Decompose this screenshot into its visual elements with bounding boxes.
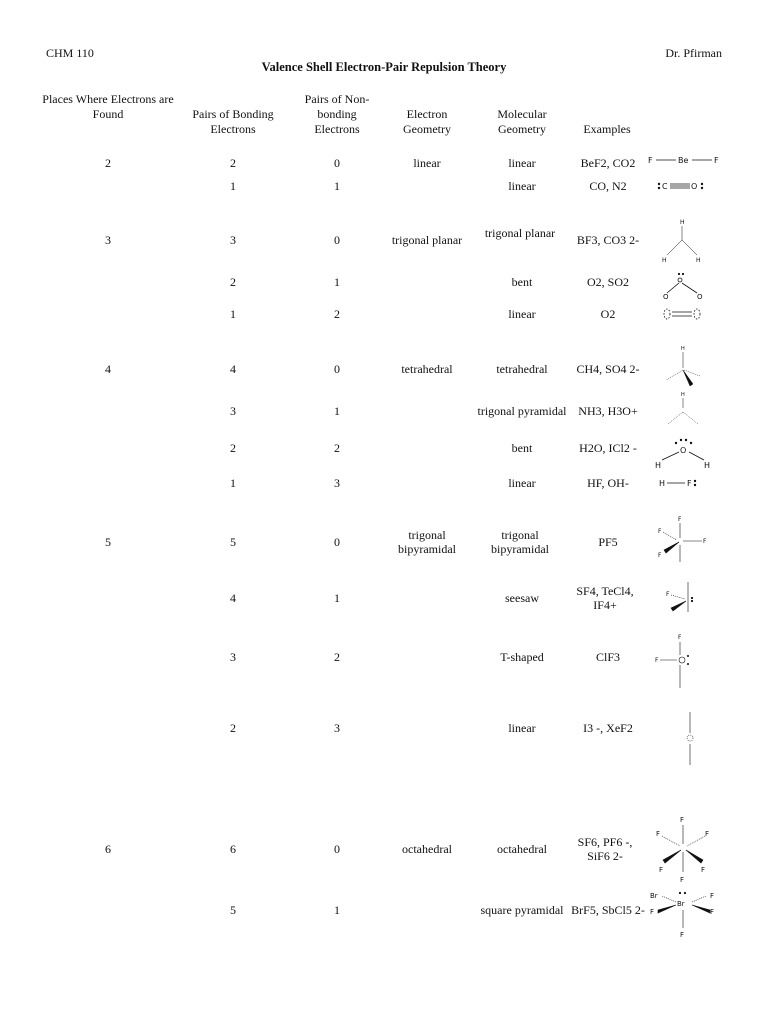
trigonal-bipyramidal-icon bbox=[658, 516, 707, 562]
svg-text:Br: Br bbox=[677, 900, 685, 908]
svg-text:H: H bbox=[662, 257, 667, 264]
svg-text:H: H bbox=[704, 461, 711, 470]
svg-text:F: F bbox=[648, 156, 653, 165]
cell-electron-geometry: trigonal bipyramidal bbox=[398, 528, 456, 556]
cell-nonbonding: 3 bbox=[334, 721, 340, 735]
col-header-molecular-geometry: Molecular Geometry bbox=[497, 107, 547, 136]
cell-places: 2 bbox=[105, 156, 111, 170]
cell-bonding: 2 bbox=[230, 156, 236, 170]
cell-examples: O2, SO2 bbox=[586, 275, 629, 289]
instructor-name: Dr. Pfirman bbox=[665, 46, 722, 60]
svg-text:F: F bbox=[703, 538, 707, 545]
cell-bonding: 3 bbox=[230, 233, 236, 247]
cell-molecular-geometry: trigonal bipyramidal bbox=[491, 528, 549, 556]
svg-text:F: F bbox=[650, 908, 655, 916]
col-header-places: Places Where Electrons are Found bbox=[42, 92, 174, 121]
so2-bent-icon bbox=[663, 273, 703, 301]
cell-examples: CH4, SO4 2- bbox=[576, 362, 640, 376]
page-title: Valence Shell Electron-Pair Repulsion Theory bbox=[261, 60, 507, 74]
svg-text:F: F bbox=[687, 479, 692, 488]
cell-examples: SF6, PF6 -, SiF6 2- bbox=[577, 835, 633, 863]
cell-molecular-geometry: trigonal planar bbox=[484, 226, 556, 240]
cell-nonbonding: 0 bbox=[334, 842, 340, 856]
cell-examples: HF, OH- bbox=[587, 476, 629, 490]
svg-text:H: H bbox=[681, 392, 685, 398]
svg-text:F: F bbox=[666, 591, 670, 598]
cell-molecular-geometry: square pyramidal bbox=[480, 903, 564, 917]
cell-nonbonding: 3 bbox=[334, 476, 340, 490]
cell-electron-geometry: tetrahedral bbox=[401, 362, 453, 376]
col-header-nonbonding: Pairs of Non-bonding Electrons bbox=[304, 92, 370, 136]
svg-text:C: C bbox=[662, 182, 668, 191]
svg-text:Br: Br bbox=[650, 892, 658, 900]
svg-text:F: F bbox=[680, 816, 685, 824]
cell-nonbonding: 1 bbox=[334, 404, 340, 418]
cell-bonding: 4 bbox=[230, 591, 236, 605]
svg-text:F: F bbox=[710, 892, 715, 900]
cell-molecular-geometry: T-shaped bbox=[500, 650, 544, 664]
cell-molecular-geometry: linear bbox=[508, 156, 536, 170]
col-header-bonding: Pairs of Bonding Electrons bbox=[192, 107, 274, 136]
cell-bonding: 6 bbox=[230, 842, 236, 856]
cell-bonding: 1 bbox=[230, 179, 236, 193]
cell-examples: O2 bbox=[600, 307, 616, 321]
cell-bonding: 1 bbox=[230, 307, 236, 321]
cell-electron-geometry: octahedral bbox=[402, 842, 452, 856]
cell-nonbonding: 1 bbox=[334, 275, 340, 289]
svg-text:O: O bbox=[663, 293, 669, 301]
t-shaped-icon bbox=[655, 634, 689, 688]
col-header-examples: Examples bbox=[583, 122, 631, 136]
cell-molecular-geometry: linear bbox=[508, 307, 536, 321]
cell-examples: ClF3 bbox=[595, 650, 620, 664]
cell-molecular-geometry: tetrahedral bbox=[496, 362, 548, 376]
cell-bonding: 5 bbox=[230, 903, 236, 917]
svg-text:F: F bbox=[701, 866, 706, 874]
cell-bonding: 2 bbox=[230, 275, 236, 289]
o2-linear-icon bbox=[664, 309, 700, 319]
water-bent-icon bbox=[655, 439, 710, 470]
svg-text:O: O bbox=[691, 182, 698, 191]
cell-places: 6 bbox=[105, 842, 111, 856]
cell-molecular-geometry: seesaw bbox=[505, 591, 539, 605]
course-code: CHM 110 bbox=[46, 46, 94, 60]
svg-text:F: F bbox=[678, 516, 682, 523]
col-header-electron-geometry: Electron Geometry bbox=[403, 107, 451, 136]
cell-examples: NH3, H3O+ bbox=[578, 404, 638, 418]
cell-bonding: 2 bbox=[230, 721, 236, 735]
svg-text:F: F bbox=[705, 830, 710, 838]
svg-text:F: F bbox=[658, 552, 662, 559]
cell-places: 3 bbox=[105, 233, 111, 247]
cell-bonding: 3 bbox=[230, 404, 236, 418]
svg-text:F: F bbox=[710, 908, 715, 916]
cell-examples: BF3, CO3 2- bbox=[576, 233, 640, 247]
cell-examples: I3 -, XeF2 bbox=[583, 721, 633, 735]
cell-molecular-geometry: linear bbox=[508, 179, 536, 193]
cell-examples: H2O, ICl2 - bbox=[579, 441, 637, 455]
cell-nonbonding: 1 bbox=[334, 903, 340, 917]
cell-nonbonding: 0 bbox=[334, 362, 340, 376]
svg-text:F: F bbox=[714, 156, 719, 165]
cell-examples: CO, N2 bbox=[589, 179, 627, 193]
hf-linear-icon bbox=[659, 479, 696, 488]
cell-examples: BeF2, CO2 bbox=[580, 156, 636, 170]
cell-molecular-geometry: bent bbox=[511, 275, 533, 289]
cell-nonbonding: 0 bbox=[334, 535, 340, 549]
square-pyramidal-icon bbox=[650, 892, 714, 939]
cell-molecular-geometry: linear bbox=[508, 721, 536, 735]
cell-molecular-geometry: linear bbox=[508, 476, 536, 490]
svg-text:O: O bbox=[680, 446, 687, 455]
cell-examples: BrF5, SbCl5 2- bbox=[571, 903, 645, 917]
cell-molecular-geometry: bent bbox=[511, 441, 533, 455]
octahedral-icon bbox=[656, 816, 709, 884]
svg-text:O: O bbox=[697, 293, 703, 301]
svg-text:F: F bbox=[655, 657, 659, 664]
svg-text:H: H bbox=[655, 461, 662, 470]
cell-bonding: 3 bbox=[230, 650, 236, 664]
svg-text:F: F bbox=[680, 876, 685, 884]
svg-text:H: H bbox=[681, 346, 685, 352]
cell-electron-geometry: linear bbox=[413, 156, 441, 170]
svg-text:F: F bbox=[678, 634, 682, 641]
svg-text:F: F bbox=[658, 528, 662, 535]
cell-nonbonding: 0 bbox=[334, 156, 340, 170]
cell-nonbonding: 1 bbox=[334, 591, 340, 605]
trigonal-planar-icon bbox=[662, 219, 701, 264]
cell-examples: SF4, TeCl4, IF4+ bbox=[576, 584, 634, 612]
svg-text:H: H bbox=[659, 479, 666, 488]
svg-text:F: F bbox=[680, 931, 685, 939]
cell-nonbonding: 2 bbox=[334, 307, 340, 321]
cell-nonbonding: 0 bbox=[334, 233, 340, 247]
cell-nonbonding: 1 bbox=[334, 179, 340, 193]
cell-places: 4 bbox=[105, 362, 111, 376]
cell-bonding: 5 bbox=[230, 535, 236, 549]
bef2-linear-icon bbox=[648, 156, 719, 165]
cell-examples: PF5 bbox=[598, 535, 618, 549]
cell-nonbonding: 2 bbox=[334, 441, 340, 455]
xef2-linear-icon bbox=[687, 712, 693, 765]
cell-places: 5 bbox=[105, 535, 111, 549]
svg-text:H: H bbox=[680, 219, 685, 226]
cell-bonding: 2 bbox=[230, 441, 236, 455]
cell-bonding: 4 bbox=[230, 362, 236, 376]
svg-text:F: F bbox=[659, 866, 664, 874]
cell-nonbonding: 2 bbox=[334, 650, 340, 664]
svg-text:H: H bbox=[696, 257, 701, 264]
cell-molecular-geometry: octahedral bbox=[497, 842, 547, 856]
trigonal-pyramidal-icon bbox=[668, 392, 698, 424]
cell-molecular-geometry: trigonal pyramidal bbox=[477, 404, 567, 418]
cell-electron-geometry: trigonal planar bbox=[391, 233, 463, 247]
cell-bonding: 1 bbox=[230, 476, 236, 490]
svg-text:F: F bbox=[656, 830, 661, 838]
co-triple-bond-icon bbox=[658, 182, 703, 191]
seesaw-icon bbox=[666, 582, 693, 612]
svg-text:Be: Be bbox=[678, 156, 689, 165]
tetrahedral-icon bbox=[666, 346, 700, 386]
